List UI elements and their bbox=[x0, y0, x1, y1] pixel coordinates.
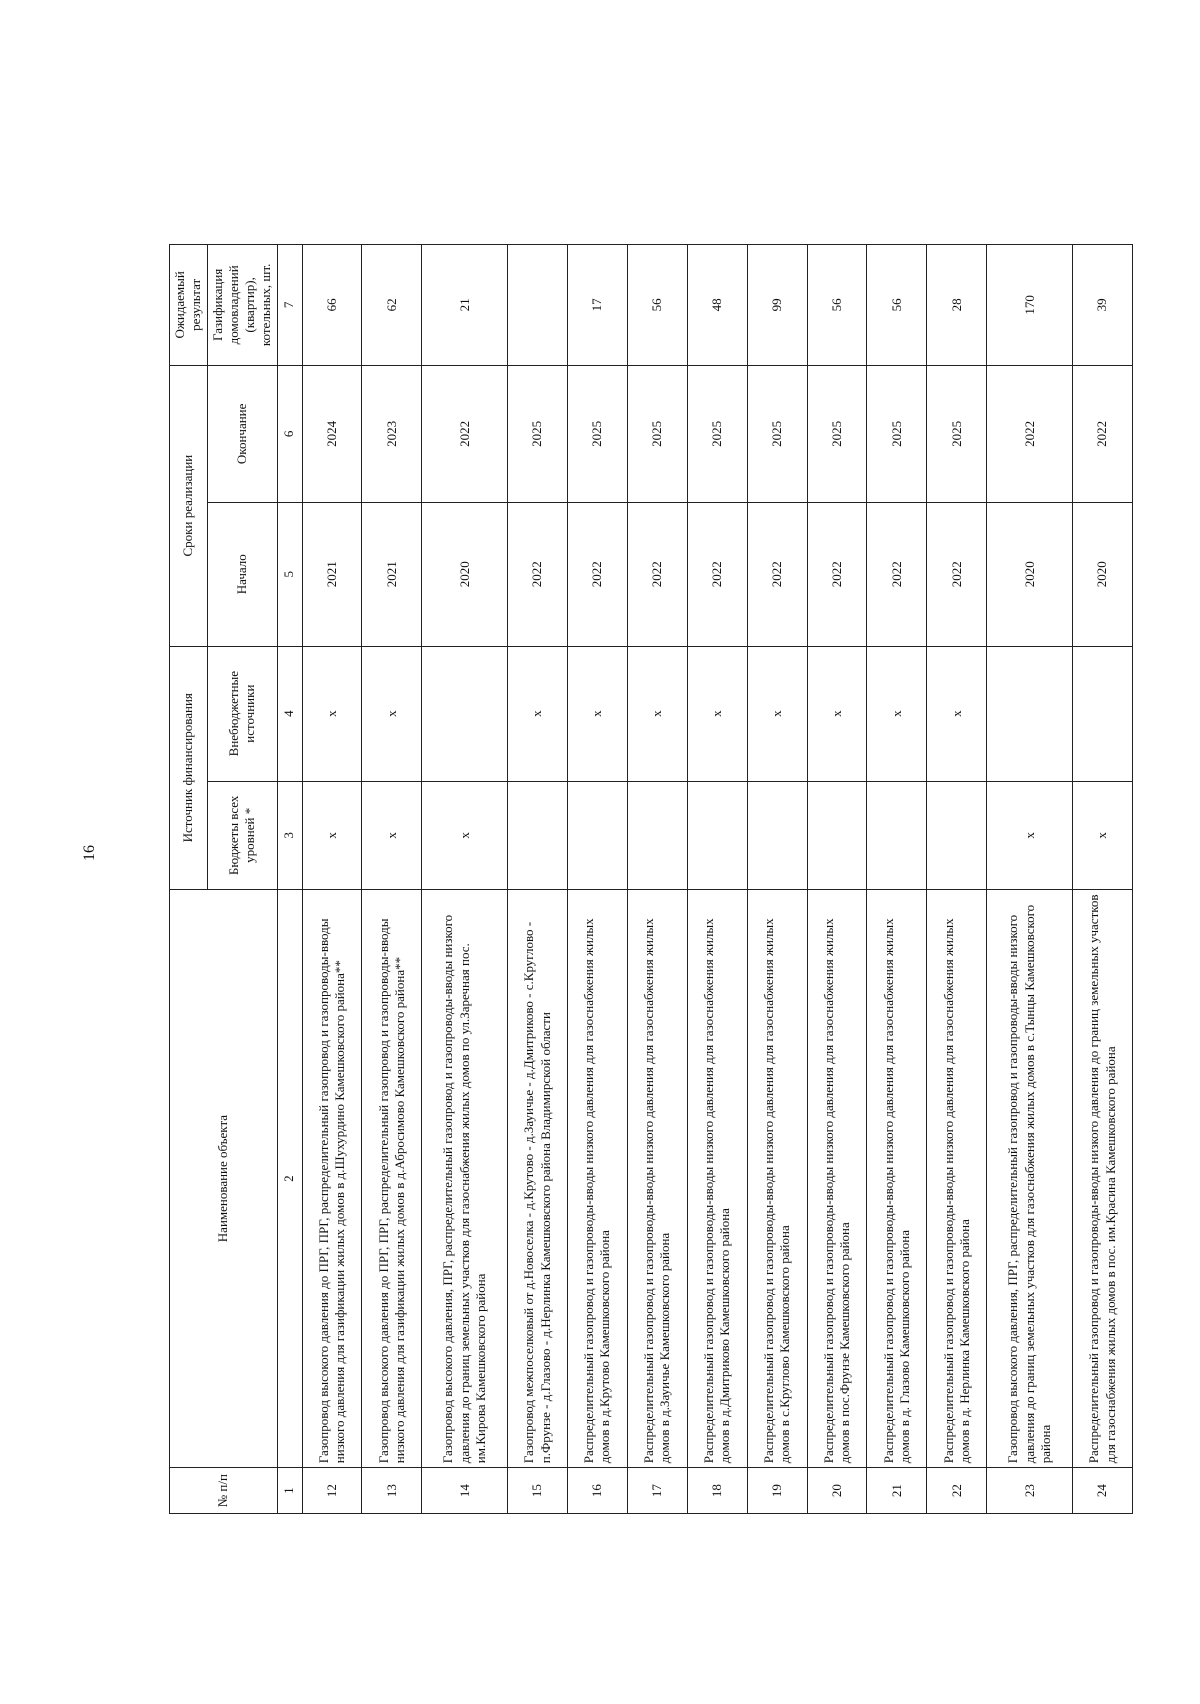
column-index: 3 bbox=[277, 781, 302, 889]
object-name: Распределительный газопровод и газопроводы-вводы низкого давления для газоснабжения жилых домов в с.Круглово Камешковского района bbox=[747, 889, 807, 1467]
table-row bbox=[302, 245, 362, 1514]
budget-mark bbox=[747, 781, 807, 889]
end-year: 2025 bbox=[508, 365, 568, 502]
row-number: 17 bbox=[627, 1468, 687, 1514]
header-result-group: Ожидаемый результат bbox=[170, 245, 208, 366]
end-year: 2023 bbox=[362, 365, 422, 502]
table-row bbox=[987, 245, 1073, 1514]
end-year: 2025 bbox=[687, 365, 747, 502]
table-row bbox=[422, 245, 508, 1514]
table-row bbox=[747, 245, 807, 1514]
end-year: 2022 bbox=[987, 365, 1073, 502]
table-row bbox=[362, 245, 422, 1514]
column-index: 6 bbox=[277, 365, 302, 502]
row-number: 24 bbox=[1073, 1468, 1133, 1514]
expected-result: 39 bbox=[1073, 245, 1133, 366]
budget-mark: x bbox=[302, 781, 362, 889]
column-index: 1 bbox=[277, 1468, 302, 1514]
expected-result: 56 bbox=[867, 245, 927, 366]
table-row bbox=[687, 245, 747, 1514]
extra-budget-mark: x bbox=[627, 646, 687, 781]
start-year: 2020 bbox=[1073, 503, 1133, 647]
column-index: 2 bbox=[277, 889, 302, 1467]
end-year: 2022 bbox=[422, 365, 508, 502]
extra-budget-mark: x bbox=[687, 646, 747, 781]
object-name: Газопровод высокого давления, ПРГ, распределительный газопровод и газопроводы-вводы низкого давления до границ земельных участков для газоснабжения жилых домов в с.Тынцы Камешковского района bbox=[987, 889, 1073, 1467]
end-year: 2025 bbox=[747, 365, 807, 502]
end-year: 2025 bbox=[927, 365, 987, 502]
row-number: 23 bbox=[987, 1468, 1073, 1514]
budget-mark bbox=[508, 781, 568, 889]
expected-result: 56 bbox=[627, 245, 687, 366]
end-year: 2022 bbox=[1073, 365, 1133, 502]
extra-budget-mark: x bbox=[362, 646, 422, 781]
object-name: Распределительный газопровод и газопроводы-вводы низкого давления для газоснабжения жилых домов в пос.Фрунзе Камешковского района bbox=[807, 889, 867, 1467]
table-row bbox=[927, 245, 987, 1514]
expected-result: 17 bbox=[568, 245, 628, 366]
column-index: 5 bbox=[277, 503, 302, 647]
object-name: Распределительный газопровод и газопроводы-вводы низкого давления для газоснабжения жилых домов в д. Глазово Камешковского района bbox=[867, 889, 927, 1467]
expected-result bbox=[508, 245, 568, 366]
start-year: 2022 bbox=[568, 503, 628, 647]
budget-mark: x bbox=[987, 781, 1073, 889]
start-year: 2020 bbox=[987, 503, 1073, 647]
extra-budget-mark: x bbox=[867, 646, 927, 781]
extra-budget-mark bbox=[1073, 646, 1133, 781]
budget-mark bbox=[627, 781, 687, 889]
row-number: 14 bbox=[422, 1468, 508, 1514]
extra-budget-mark bbox=[422, 646, 508, 781]
table-row bbox=[568, 245, 628, 1514]
gasification-table-container bbox=[169, 244, 1133, 1514]
start-year: 2022 bbox=[807, 503, 867, 647]
header-funding-group: Источник финансирования bbox=[170, 646, 208, 889]
object-name: Газопровод высокого давления, ПРГ, распределительный газопровод и газопроводы-вводы низкого давления до границ земельных участков для газоснабжения жилых домов по ул.Заречная пос. им.Кирова Камешковского района bbox=[422, 889, 508, 1467]
budget-mark: x bbox=[1073, 781, 1133, 889]
start-year: 2020 bbox=[422, 503, 508, 647]
budget-mark bbox=[867, 781, 927, 889]
expected-result: 21 bbox=[422, 245, 508, 366]
header-extra-budget: Внебюджетные источники bbox=[207, 646, 277, 781]
table-row bbox=[867, 245, 927, 1514]
expected-result: 28 bbox=[927, 245, 987, 366]
extra-budget-mark: x bbox=[927, 646, 987, 781]
expected-result: 99 bbox=[747, 245, 807, 366]
extra-budget-mark: x bbox=[568, 646, 628, 781]
budget-mark: x bbox=[362, 781, 422, 889]
header-result: Газификация домовладений (квартир), котельных, шт. bbox=[207, 245, 277, 366]
object-name: Распределительный газопровод и газопроводы-вводы низкого давления для газоснабжения жилых домов в д.Зауичье Камешковского района bbox=[627, 889, 687, 1467]
budget-mark bbox=[568, 781, 628, 889]
object-name: Распределительный газопровод и газопроводы-вводы низкого давления для газоснабжения жилых домов в д.Дмитриково Камешковского района bbox=[687, 889, 747, 1467]
row-number: 21 bbox=[867, 1468, 927, 1514]
budget-mark bbox=[927, 781, 987, 889]
start-year: 2022 bbox=[927, 503, 987, 647]
budget-mark bbox=[687, 781, 747, 889]
object-name: Газопровод высокого давления до ПРГ, ПРГ, распределительный газопровод и газопроводы-вводы низкого давления для газификации жилых домов в д.Шухурдино Камешковского района** bbox=[302, 889, 362, 1467]
extra-budget-mark: x bbox=[747, 646, 807, 781]
expected-result: 56 bbox=[807, 245, 867, 366]
end-year: 2025 bbox=[568, 365, 628, 502]
header-start: Начало bbox=[207, 503, 277, 647]
row-number: 16 bbox=[568, 1468, 628, 1514]
object-name: Распределительный газопровод и газопроводы-вводы низкого давления для газоснабжения жилых домов в д.Крутово Камешковского района bbox=[568, 889, 628, 1467]
page-number: 16 bbox=[81, 845, 98, 861]
object-name: Распределительный газопровод и газопроводы-вводы низкого давления для газоснабжения жилых домов в д. Нерлинка Камешковского района bbox=[927, 889, 987, 1467]
expected-result: 62 bbox=[362, 245, 422, 366]
table-row bbox=[627, 245, 687, 1514]
budget-mark bbox=[807, 781, 867, 889]
header-budgets: Бюджеты всех уровней * bbox=[207, 781, 277, 889]
object-name: Распределительный газопровод и газопроводы-вводы низкого давления до границ земельных участков для газоснабжения жилых домов в пос. им.Красина Камешковского района bbox=[1073, 889, 1133, 1467]
row-number: 15 bbox=[508, 1468, 568, 1514]
row-number: 18 bbox=[687, 1468, 747, 1514]
start-year: 2022 bbox=[508, 503, 568, 647]
column-index-row bbox=[277, 245, 302, 1514]
end-year: 2024 bbox=[302, 365, 362, 502]
start-year: 2021 bbox=[362, 503, 422, 647]
row-number: 13 bbox=[362, 1468, 422, 1514]
header-end: Окончание bbox=[207, 365, 277, 502]
table-row bbox=[1073, 245, 1133, 1514]
table-row bbox=[807, 245, 867, 1514]
extra-budget-mark: x bbox=[807, 646, 867, 781]
start-year: 2022 bbox=[687, 503, 747, 647]
budget-mark: x bbox=[422, 781, 508, 889]
object-name: Газопровод высокого давления до ПРГ, ПРГ, распределительный газопровод и газопроводы-вводы низкого давления для газификации жилых домов в д.Абросимово Камешковского района** bbox=[362, 889, 422, 1467]
row-number: 22 bbox=[927, 1468, 987, 1514]
end-year: 2025 bbox=[867, 365, 927, 502]
extra-budget-mark: x bbox=[302, 646, 362, 781]
start-year: 2022 bbox=[867, 503, 927, 647]
expected-result: 48 bbox=[687, 245, 747, 366]
expected-result: 66 bbox=[302, 245, 362, 366]
column-index: 7 bbox=[277, 245, 302, 366]
row-number: 19 bbox=[747, 1468, 807, 1514]
column-index: 4 bbox=[277, 646, 302, 781]
header-num: № п/п bbox=[170, 1468, 278, 1514]
end-year: 2025 bbox=[627, 365, 687, 502]
row-number: 20 bbox=[807, 1468, 867, 1514]
extra-budget-mark bbox=[987, 646, 1073, 781]
row-number: 12 bbox=[302, 1468, 362, 1514]
header-name: Наименование объекта bbox=[170, 889, 278, 1467]
object-name: Газопровод межпоселковый от д.Новоселка - д.Крутово - д.Зауичье - д.Дмитриково - с.Круглово - п.Фрунзе - д.Глазово - д.Нерлинка Камешковского района Владимирской области bbox=[508, 889, 568, 1467]
expected-result: 170 bbox=[987, 245, 1073, 366]
start-year: 2022 bbox=[747, 503, 807, 647]
end-year: 2025 bbox=[807, 365, 867, 502]
gasification-table bbox=[169, 244, 1133, 1514]
start-year: 2021 bbox=[302, 503, 362, 647]
extra-budget-mark: x bbox=[508, 646, 568, 781]
table-row bbox=[508, 245, 568, 1514]
header-dates-group: Сроки реализации bbox=[170, 365, 208, 646]
start-year: 2022 bbox=[627, 503, 687, 647]
